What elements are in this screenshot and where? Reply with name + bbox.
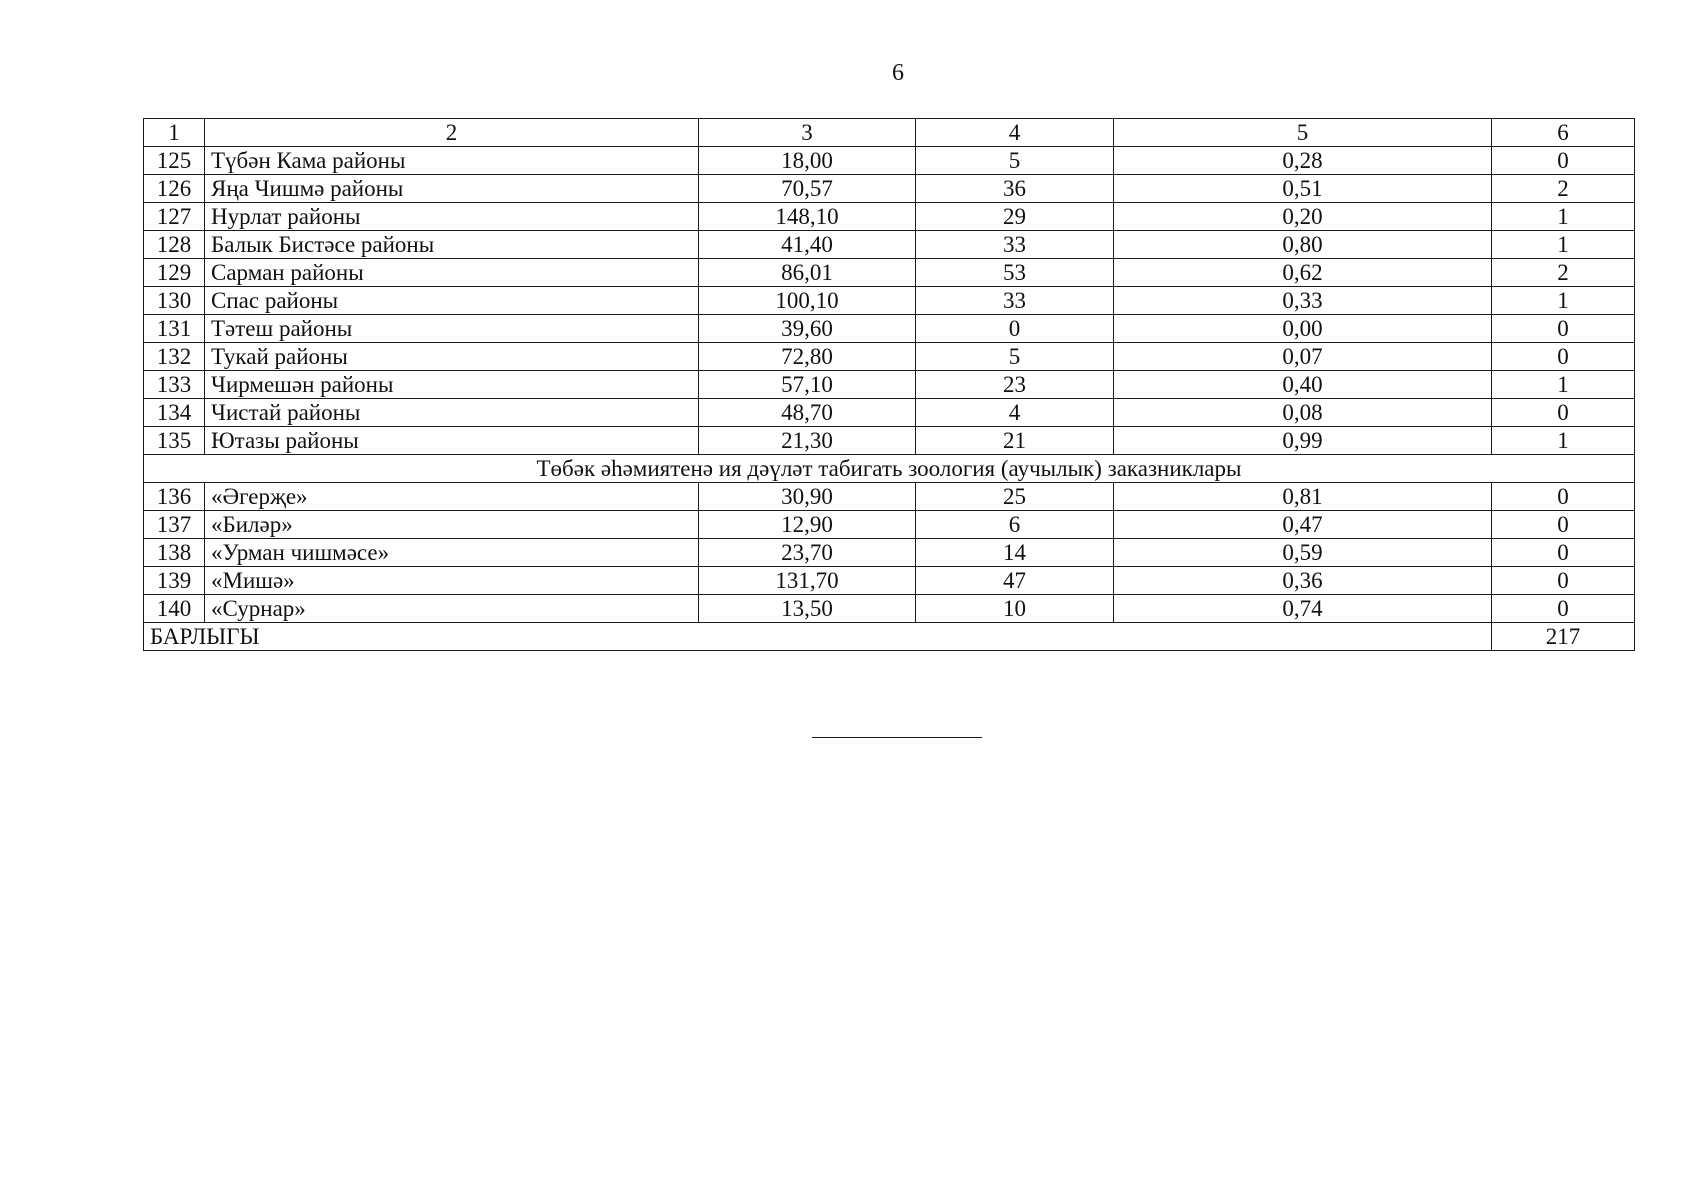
- table-row: [144, 371, 1635, 399]
- table-row: [144, 511, 1635, 539]
- row-value-cell: 0: [1492, 343, 1635, 371]
- closing-rule: [812, 737, 982, 738]
- row-value-cell: 0,20: [1114, 203, 1492, 231]
- row-number-cell: 132: [144, 343, 205, 371]
- row-value-cell: 21: [916, 427, 1114, 455]
- row-name-cell: Спас районы: [205, 287, 699, 315]
- row-number-cell: 134: [144, 399, 205, 427]
- row-name-cell: Чирмешән районы: [205, 371, 699, 399]
- row-name-cell: Балык Бистәсе районы: [205, 231, 699, 259]
- row-name-cell: Нурлат районы: [205, 203, 699, 231]
- row-value-cell: 0: [1492, 511, 1635, 539]
- row-value-cell: 131,70: [699, 567, 916, 595]
- total-label: БАРЛЫГЫ: [144, 623, 1492, 651]
- total-value: 217: [1492, 623, 1635, 651]
- header-cell: 6: [1492, 119, 1635, 147]
- row-name-cell: Түбән Кама районы: [205, 147, 699, 175]
- row-value-cell: 70,57: [699, 175, 916, 203]
- row-value-cell: 0: [1492, 315, 1635, 343]
- row-name-cell: Сарман районы: [205, 259, 699, 287]
- row-value-cell: 0: [1492, 483, 1635, 511]
- row-value-cell: 0,99: [1114, 427, 1492, 455]
- row-value-cell: 12,90: [699, 511, 916, 539]
- row-value-cell: 6: [916, 511, 1114, 539]
- row-value-cell: 14: [916, 539, 1114, 567]
- row-value-cell: 48,70: [699, 399, 916, 427]
- row-value-cell: 36: [916, 175, 1114, 203]
- table-row: [144, 203, 1635, 231]
- row-value-cell: 53: [916, 259, 1114, 287]
- header-cell: 1: [144, 119, 205, 147]
- table-row: [144, 287, 1635, 315]
- row-number-cell: 125: [144, 147, 205, 175]
- table-row: [144, 399, 1635, 427]
- row-name-cell: «Биләр»: [205, 511, 699, 539]
- row-number-cell: 127: [144, 203, 205, 231]
- row-value-cell: 0: [1492, 539, 1635, 567]
- row-name-cell: «Сурнар»: [205, 595, 699, 623]
- row-number-cell: 131: [144, 315, 205, 343]
- table-row: [144, 315, 1635, 343]
- row-value-cell: 0: [916, 315, 1114, 343]
- row-value-cell: 18,00: [699, 147, 916, 175]
- row-value-cell: 57,10: [699, 371, 916, 399]
- row-value-cell: 0,80: [1114, 231, 1492, 259]
- row-value-cell: 1: [1492, 203, 1635, 231]
- row-value-cell: 148,10: [699, 203, 916, 231]
- row-value-cell: 1: [1492, 427, 1635, 455]
- row-value-cell: 0,47: [1114, 511, 1492, 539]
- row-value-cell: 0: [1492, 567, 1635, 595]
- row-value-cell: 0,28: [1114, 147, 1492, 175]
- row-value-cell: 33: [916, 231, 1114, 259]
- row-value-cell: 47: [916, 567, 1114, 595]
- row-number-cell: 126: [144, 175, 205, 203]
- row-value-cell: 5: [916, 343, 1114, 371]
- table-row: [144, 567, 1635, 595]
- row-value-cell: 13,50: [699, 595, 916, 623]
- header-cell: 2: [205, 119, 699, 147]
- row-value-cell: 0,36: [1114, 567, 1492, 595]
- row-value-cell: 2: [1492, 175, 1635, 203]
- row-number-cell: 128: [144, 231, 205, 259]
- table-row: [144, 595, 1635, 623]
- row-number-cell: 133: [144, 371, 205, 399]
- row-number-cell: 138: [144, 539, 205, 567]
- row-value-cell: 41,40: [699, 231, 916, 259]
- row-value-cell: 0,59: [1114, 539, 1492, 567]
- row-value-cell: 1: [1492, 231, 1635, 259]
- header-cell: 4: [916, 119, 1114, 147]
- table-row: [144, 231, 1635, 259]
- row-value-cell: 0,33: [1114, 287, 1492, 315]
- header-row: [144, 119, 1635, 147]
- row-value-cell: 0,07: [1114, 343, 1492, 371]
- row-value-cell: 100,10: [699, 287, 916, 315]
- row-value-cell: 10: [916, 595, 1114, 623]
- row-value-cell: 33: [916, 287, 1114, 315]
- section-title: Төбәк әһәмиятенә ия дәүләт табигать зоология (аучылык) заказниклары: [144, 455, 1635, 483]
- row-value-cell: 86,01: [699, 259, 916, 287]
- row-name-cell: «Әгерҗе»: [205, 483, 699, 511]
- row-value-cell: 0: [1492, 595, 1635, 623]
- table-body: [144, 119, 1635, 651]
- row-name-cell: Ютазы районы: [205, 427, 699, 455]
- row-name-cell: «Мишә»: [205, 567, 699, 595]
- row-number-cell: 137: [144, 511, 205, 539]
- row-value-cell: 39,60: [699, 315, 916, 343]
- row-value-cell: 23,70: [699, 539, 916, 567]
- row-value-cell: 21,30: [699, 427, 916, 455]
- row-number-cell: 130: [144, 287, 205, 315]
- row-value-cell: 1: [1492, 287, 1635, 315]
- row-name-cell: Тукай районы: [205, 343, 699, 371]
- table-row: [144, 427, 1635, 455]
- row-name-cell: Яңа Чишмә районы: [205, 175, 699, 203]
- row-number-cell: 129: [144, 259, 205, 287]
- row-number-cell: 139: [144, 567, 205, 595]
- row-value-cell: 0: [1492, 147, 1635, 175]
- row-value-cell: 0,62: [1114, 259, 1492, 287]
- row-name-cell: Чистай районы: [205, 399, 699, 427]
- row-value-cell: 0,00: [1114, 315, 1492, 343]
- data-table: [143, 118, 1635, 651]
- row-value-cell: 29: [916, 203, 1114, 231]
- row-value-cell: 25: [916, 483, 1114, 511]
- row-value-cell: 0,51: [1114, 175, 1492, 203]
- row-name-cell: «Урман чишмәсе»: [205, 539, 699, 567]
- section-row: [144, 455, 1635, 483]
- row-name-cell: Тәтеш районы: [205, 315, 699, 343]
- table-row: [144, 259, 1635, 287]
- row-value-cell: 1: [1492, 371, 1635, 399]
- row-value-cell: 0,08: [1114, 399, 1492, 427]
- row-number-cell: 140: [144, 595, 205, 623]
- table-row: [144, 147, 1635, 175]
- row-value-cell: 2: [1492, 259, 1635, 287]
- header-cell: 3: [699, 119, 916, 147]
- header-cell: 5: [1114, 119, 1492, 147]
- table-row: [144, 175, 1635, 203]
- row-value-cell: 4: [916, 399, 1114, 427]
- row-value-cell: 30,90: [699, 483, 916, 511]
- table-row: [144, 343, 1635, 371]
- total-row: [144, 623, 1635, 651]
- row-number-cell: 136: [144, 483, 205, 511]
- row-value-cell: 23: [916, 371, 1114, 399]
- row-value-cell: 0,81: [1114, 483, 1492, 511]
- row-value-cell: 0,40: [1114, 371, 1492, 399]
- row-value-cell: 0: [1492, 399, 1635, 427]
- table-row: [144, 539, 1635, 567]
- table-row: [144, 483, 1635, 511]
- row-value-cell: 0,74: [1114, 595, 1492, 623]
- row-number-cell: 135: [144, 427, 205, 455]
- row-value-cell: 72,80: [699, 343, 916, 371]
- row-value-cell: 5: [916, 147, 1114, 175]
- page-number: 6: [892, 60, 904, 86]
